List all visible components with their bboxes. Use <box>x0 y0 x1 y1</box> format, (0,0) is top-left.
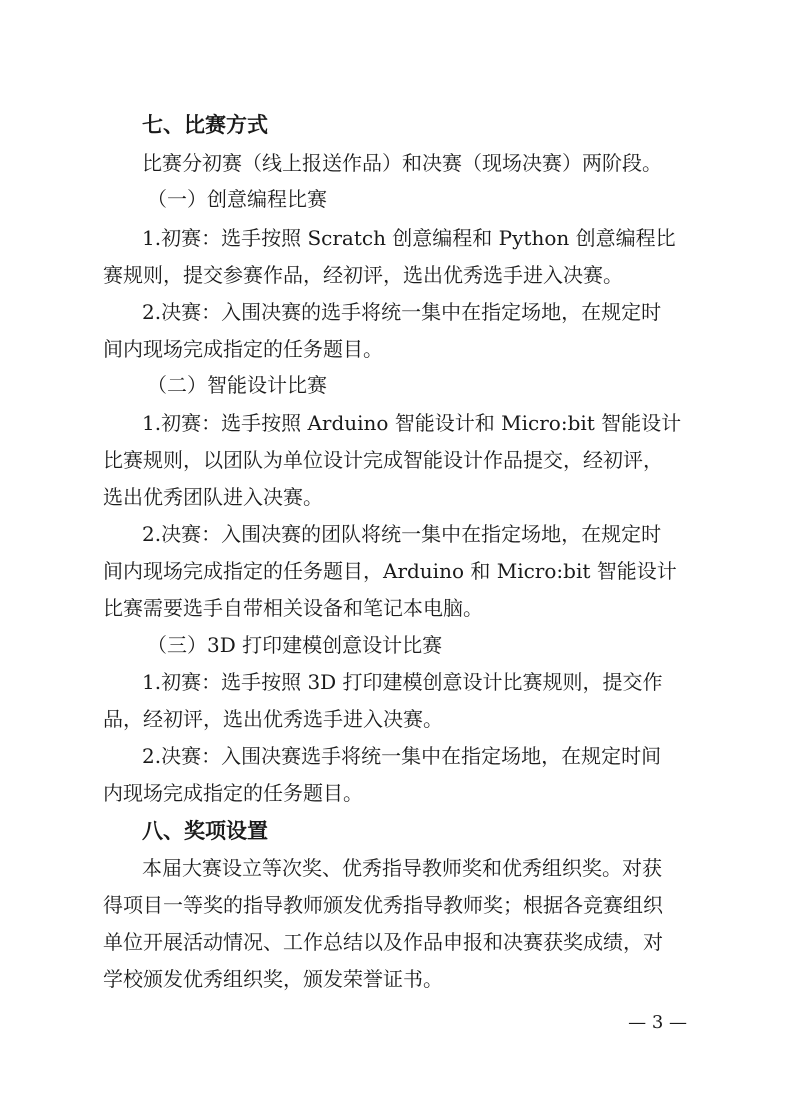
section-7-intro: 比赛分初赛（线上报送作品）和决赛（现场决赛）两阶段。 <box>142 151 662 175</box>
sub1-paragraph-1-line-1: 1.初赛：选手按照 Scratch 创意编程和 Python 创意编程比 <box>142 226 676 250</box>
subsection-1-title: （一）创意编程比赛 <box>147 187 327 211</box>
page-number: — 3 — <box>628 1012 687 1033</box>
sub3-paragraph-1-line-1: 1.初赛：选手按照 3D 打印建模创意设计比赛规则，提交作 <box>142 670 663 694</box>
sub1-paragraph-1-line-2: 赛规则，提交参赛作品，经初评，选出优秀选手进入决赛。 <box>103 263 623 287</box>
sub2-paragraph-2-line-2: 间内现场完成指定的任务题目，Arduino 和 Micro:bit 智能设计 <box>103 559 677 583</box>
section-8-heading: 八、奖项设置 <box>142 819 268 843</box>
sub2-paragraph-1-line-1: 1.初赛：选手按照 Arduino 智能设计和 Micro:bit 智能设计 <box>142 411 682 435</box>
sub3-paragraph-2-line-1: 2.决赛：入围决赛选手将统一集中在指定场地，在规定时间 <box>142 744 662 768</box>
section-8-line-3: 单位开展活动情况、工作总结以及作品申报和决赛获奖成绩，对 <box>103 930 663 954</box>
sub3-paragraph-1-line-2: 品，经初评，选出优秀选手进入决赛。 <box>103 707 443 731</box>
subsection-2-title: （二）智能设计比赛 <box>147 373 327 397</box>
sub2-paragraph-2-line-3: 比赛需要选手自带相关设备和笔记本电脑。 <box>103 596 483 620</box>
section-8-line-1: 本届大赛设立等次奖、优秀指导教师奖和优秀组织奖。对获 <box>142 856 662 880</box>
sub2-paragraph-2-line-1: 2.决赛：入围决赛的团队将统一集中在指定场地，在规定时 <box>142 522 662 546</box>
sub2-paragraph-1-line-3: 选出优秀团队进入决赛。 <box>103 485 323 509</box>
section-8-line-2: 得项目一等奖的指导教师颁发优秀指导教师奖；根据各竞赛组织 <box>103 893 663 917</box>
section-7-heading: 七、比赛方式 <box>142 113 268 137</box>
sub1-paragraph-2-line-2: 间内现场完成指定的任务题目。 <box>103 337 383 361</box>
sub1-paragraph-2-line-1: 2.决赛：入围决赛的选手将统一集中在指定场地，在规定时 <box>142 300 662 324</box>
sub3-paragraph-2-line-2: 内现场完成指定的任务题目。 <box>103 781 363 805</box>
section-8-line-4: 学校颁发优秀组织奖，颁发荣誉证书。 <box>103 967 443 991</box>
sub2-paragraph-1-line-2: 比赛规则，以团队为单位设计完成智能设计作品提交，经初评， <box>103 448 663 472</box>
subsection-3-title: （三）3D 打印建模创意设计比赛 <box>147 633 443 657</box>
